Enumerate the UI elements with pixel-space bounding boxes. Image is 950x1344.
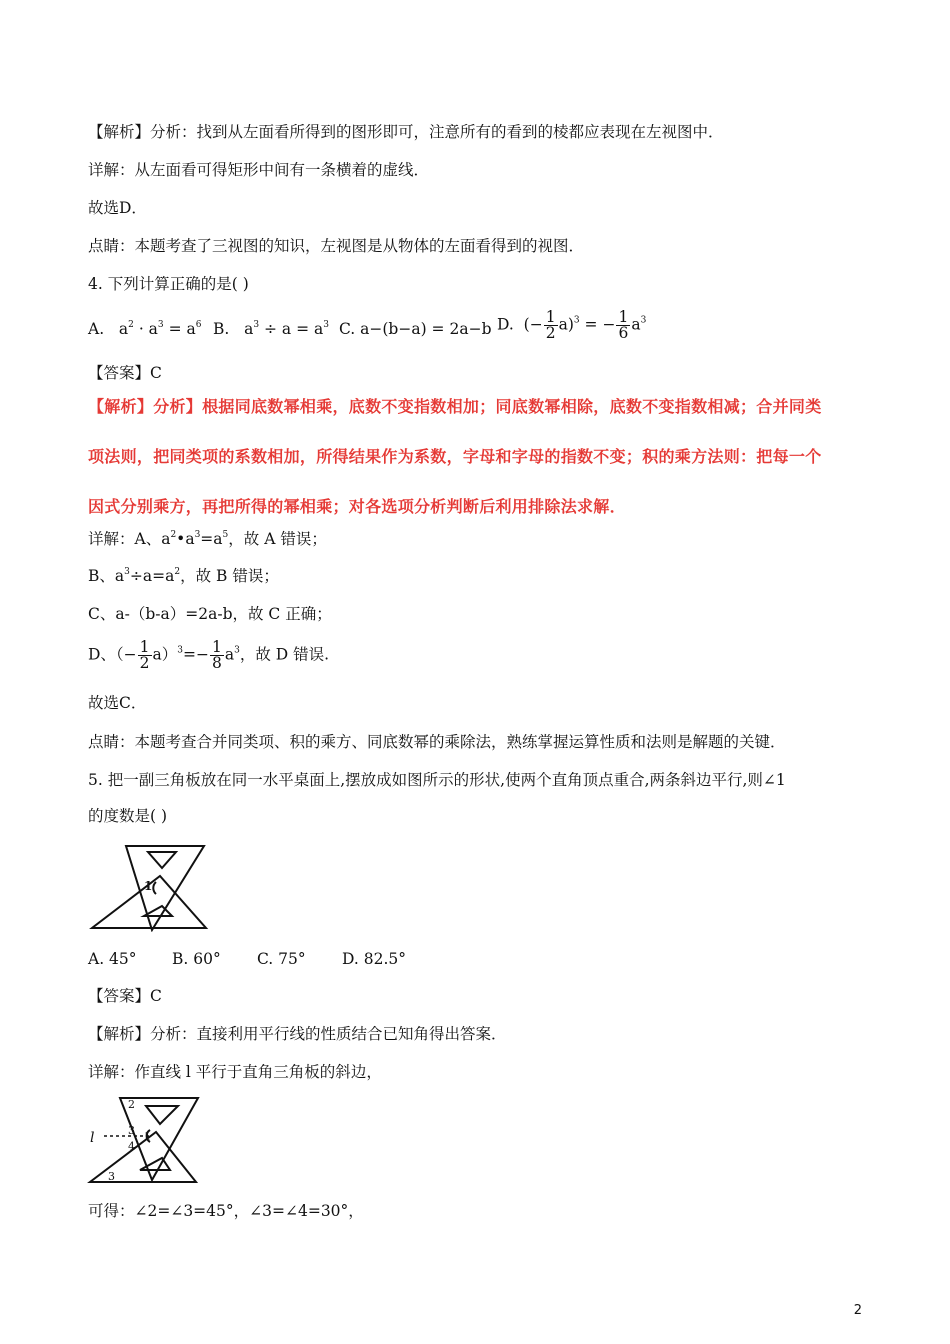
q5-option-b: B. 60° — [172, 950, 221, 968]
q4-option-a: A. $a^2 \cdot a^3 = a^6$ — [88, 320, 202, 338]
q4-detail-a: 详解：A、$a^2•a^3=a^5$，故 A 错误； — [88, 530, 327, 548]
angle-3b-label: 3 — [108, 1170, 115, 1183]
q4-stem: 4. 下列计算正确的是( ) — [88, 275, 249, 293]
q4-analysis-3: 因式分别乘方，再把所得的幂相乘；对各选项分析判断后利用排除法求解． — [88, 497, 626, 516]
triangle-board-upper — [126, 846, 204, 930]
angle-4-label: 4 — [128, 1140, 135, 1153]
q4-option-b: B. $a^3 \div a = a^3$ — [213, 320, 329, 338]
q3-detail: 详解：从左面看可得矩形中间有一条横着的虚线． — [88, 161, 430, 179]
triangle-boards-figure — [88, 842, 212, 932]
triangle-board-upper-inner — [148, 852, 176, 868]
q3-comment: 点睛：本题考查了三视图的知识，左视图是从物体的左面看得到的视图． — [88, 237, 585, 255]
triangle-board-lower-inner — [144, 906, 172, 916]
q4-detail-c: C、a-（b-a）=2a-b，故 C 正确； — [88, 605, 332, 623]
q5-analysis: 【解析】分析：直接利用平行线的性质结合已知角得出答案． — [88, 1025, 507, 1043]
parallel-line-figure — [86, 1094, 216, 1186]
q4-analysis-2: 项法则，把同类项的系数相加，所得结果作为系数，字母和字母的指数不变；积的乘方法则：把每一个 — [88, 447, 822, 466]
page-number: 2 — [853, 1303, 862, 1318]
triangle-board-upper-inner-2 — [146, 1106, 178, 1124]
q3-choice: 故选D． — [88, 199, 147, 217]
q4-analysis-1: 【解析】分析】根据同底数幂相乘，底数不变指数相加；同底数幂相除，底数不变指数相减；合并同类 — [88, 397, 822, 416]
line-l-label: l — [90, 1130, 95, 1146]
q5-option-c: C. 75° — [257, 950, 306, 968]
q3-analysis: 【解析】分析：找到从左面看所得到的图形即可，注意所有的看到的棱都应表现在左视图中． — [88, 123, 724, 141]
angle-1-arc — [153, 882, 156, 894]
angle-2-label: 2 — [128, 1098, 135, 1111]
q4-option-d: D. (− $\frac{1}{2}$ a)$^3$ = − $\frac{1}{6}$ $a^3$ — [497, 308, 647, 342]
angle-1-label-2: 1 — [144, 1130, 151, 1143]
q5-option-a: A. 45° — [88, 950, 137, 968]
q5-option-d: D. 82.5° — [342, 950, 406, 968]
q5-detail: 详解：作直线 l 平行于直角三角板的斜边， — [88, 1063, 382, 1081]
q4-choice: 故选C． — [88, 694, 147, 712]
q4-comment: 点睛：本题考查合并同类项、积的乘方、同底数幂的乘除法，熟练掌握运算性质和法则是解题的关键． — [88, 733, 786, 751]
q4-option-c: C. a−(b−a) = 2a−b — [339, 320, 492, 338]
angle-3-label: 3 — [128, 1124, 135, 1137]
angle-1-label: 1 — [144, 879, 153, 893]
q5-answer: 【答案】C — [88, 987, 162, 1005]
q5-result: 可得：∠2=∠3=45°，∠3=∠4=30°， — [88, 1202, 364, 1220]
q4-detail-d: D、（− $\frac{1}{2}$ a）$^3$=− $\frac{1}{8}$ $a^3$，故 D 错误. — [88, 638, 330, 672]
q5-stem-2: 的度数是( ) — [88, 807, 168, 825]
q5-stem-1: 5. 把一副三角板放在同一水平桌面上,摆放成如图所示的形状,使两个直角顶点重合,两条斜边平行,则∠1 — [88, 771, 786, 789]
q4-answer: 【答案】C — [88, 364, 162, 382]
q4-detail-b: B、$a^3\div a=a^2$，故 B 错误； — [88, 567, 279, 585]
